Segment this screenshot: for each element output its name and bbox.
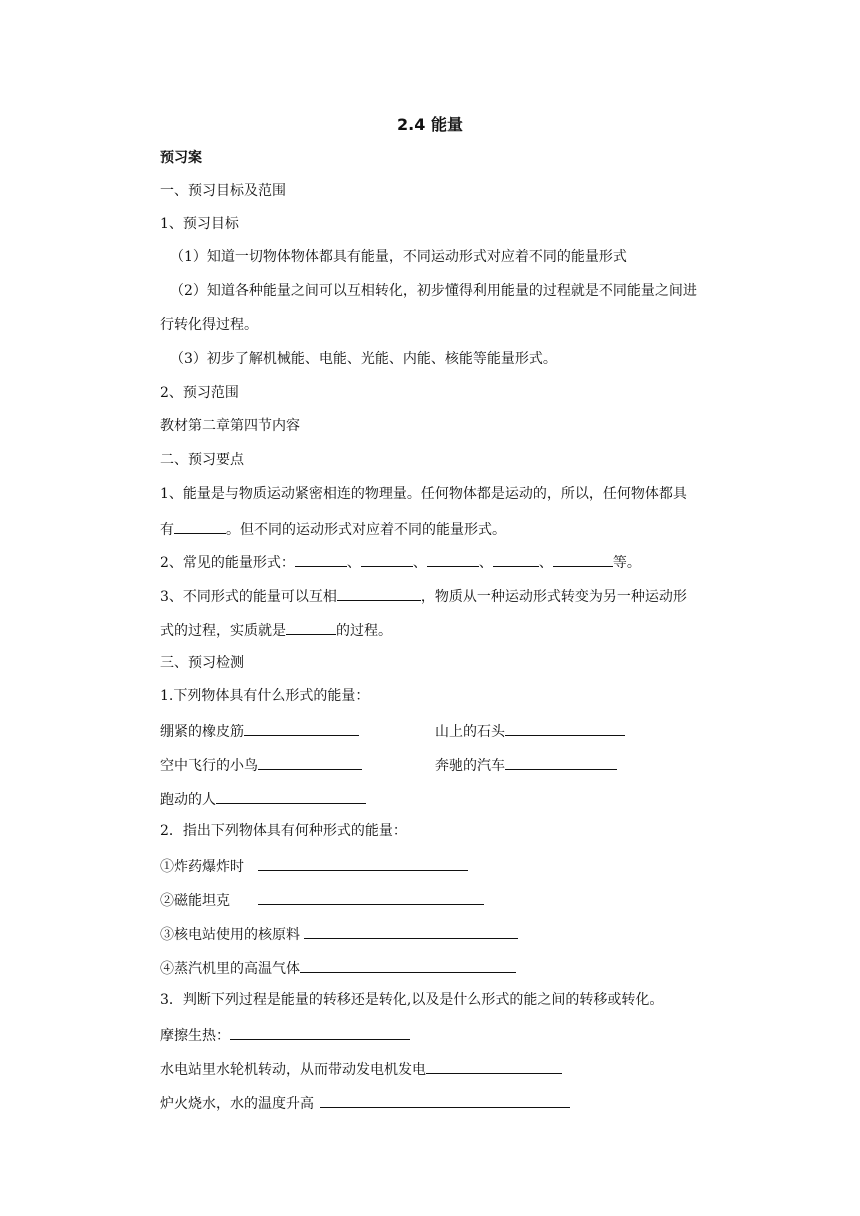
answer-blank[interactable] — [258, 754, 362, 770]
section2-heading: 二、预习要点 — [160, 452, 244, 468]
fill-blank[interactable] — [427, 551, 479, 567]
q2-item — [160, 957, 730, 979]
q1-item — [160, 754, 400, 776]
q3-item-label: 炉火烧水，水的温度升高 — [160, 1096, 314, 1112]
q3-item — [160, 1058, 730, 1080]
separator: 、 — [538, 555, 553, 571]
answer-blank[interactable] — [304, 923, 518, 939]
point-3-text-b: ，物质从一种运动形式转变为另一种运动形 — [420, 589, 687, 605]
answer-blank[interactable] — [505, 754, 617, 770]
q1-item-label: 奔驰的汽车 — [435, 758, 505, 774]
point-2-text: 2、常见的能量形式： — [160, 555, 295, 571]
answer-blank[interactable] — [320, 1092, 570, 1108]
goal-3: （3）初步了解机械能、电能、光能、内能、核能等能量形式。 — [170, 351, 557, 367]
point-3-text-a: 3、不同形式的能量可以互相 — [160, 589, 337, 605]
q2-item-label: ①炸药爆炸时 — [160, 859, 244, 875]
separator: 、 — [412, 555, 427, 571]
question-3: 3．判断下列过程是能量的转移还是转化,以及是什么形式的能之间的转移或转化。 — [160, 992, 664, 1008]
point-1-text-a: 有 — [160, 522, 174, 538]
page-title: 2.4 能量 — [397, 115, 463, 134]
q2-item-label: ②磁能坦克 — [160, 893, 230, 909]
point-2-end: 等。 — [612, 555, 641, 571]
q2-item — [160, 855, 730, 877]
point-2 — [160, 551, 730, 573]
q3-item — [160, 1024, 730, 1046]
answer-blank[interactable] — [258, 889, 484, 905]
preview-heading: 预习案 — [160, 150, 202, 166]
scope-heading: 2、预习范围 — [160, 385, 239, 401]
q3-item-label: 水电站里水轮机转动，从而带动发电机发电 — [160, 1062, 426, 1078]
separator: 、 — [478, 555, 493, 571]
answer-blank[interactable] — [244, 720, 359, 736]
fill-blank[interactable] — [361, 551, 413, 567]
fill-blank[interactable] — [295, 551, 347, 567]
scope-text: 教材第二章第四节内容 — [160, 418, 300, 434]
point-1-line-2 — [160, 518, 730, 540]
answer-blank[interactable] — [230, 1024, 410, 1040]
q1-item — [435, 720, 675, 742]
q2-item-label: ④蒸汽机里的高温气体 — [160, 961, 300, 977]
q2-item-label: ③核电站使用的核原料 — [160, 927, 300, 943]
point-3-line-1 — [160, 585, 730, 607]
question-2: 2．指出下列物体具有何种形式的能量： — [160, 823, 407, 839]
q1-item-label: 绷紧的橡皮筋 — [160, 724, 244, 740]
answer-blank[interactable] — [258, 855, 468, 871]
fill-blank[interactable] — [174, 518, 226, 534]
goal-1: （1）知道一切物体物体都具有能量，不同运动形式对应着不同的能量形式 — [170, 249, 627, 265]
fill-blank[interactable] — [337, 585, 421, 601]
q1-item — [435, 754, 675, 776]
q2-item — [160, 889, 730, 911]
q3-item-label: 摩擦生热： — [160, 1028, 230, 1044]
fill-blank[interactable] — [553, 551, 613, 567]
section3-heading: 三、预习检测 — [160, 655, 244, 671]
goal-2-line-2: 行转化得过程。 — [160, 317, 258, 333]
point-1-line-1: 1、能量是与物质运动紧密相连的物理量。任何物体都是运动的，所以，任何物体都具 — [160, 486, 687, 502]
answer-blank[interactable] — [216, 788, 366, 804]
question-1: 1.下列物体具有什么形式的能量： — [160, 688, 370, 704]
q1-item — [160, 720, 400, 742]
point-3-line-2 — [160, 619, 730, 641]
q1-item-label: 山上的石头 — [435, 724, 505, 740]
fill-blank[interactable] — [286, 619, 336, 635]
q3-item — [160, 1092, 730, 1114]
answer-blank[interactable] — [426, 1058, 562, 1074]
section1-heading: 一、预习目标及范围 — [160, 183, 286, 199]
separator: 、 — [346, 555, 361, 571]
fill-blank[interactable] — [493, 551, 539, 567]
point-1-text-b: 。但不同的运动形式对应着不同的能量形式。 — [226, 522, 506, 538]
q2-item — [160, 923, 730, 945]
point-3-text-c: 式的过程，实质就是 — [160, 623, 286, 639]
goal-2-line-1: （2）知道各种能量之间可以互相转化，初步懂得利用能量的过程就是不同能量之间进 — [170, 283, 697, 299]
answer-blank[interactable] — [505, 720, 625, 736]
goals-heading: 1、预习目标 — [160, 216, 239, 232]
q1-item — [160, 788, 400, 810]
answer-blank[interactable] — [300, 957, 516, 973]
q1-item-label: 空中飞行的小鸟 — [160, 758, 258, 774]
point-3-text-d: 的过程。 — [336, 623, 392, 639]
q1-item-label: 跑动的人 — [160, 792, 216, 808]
